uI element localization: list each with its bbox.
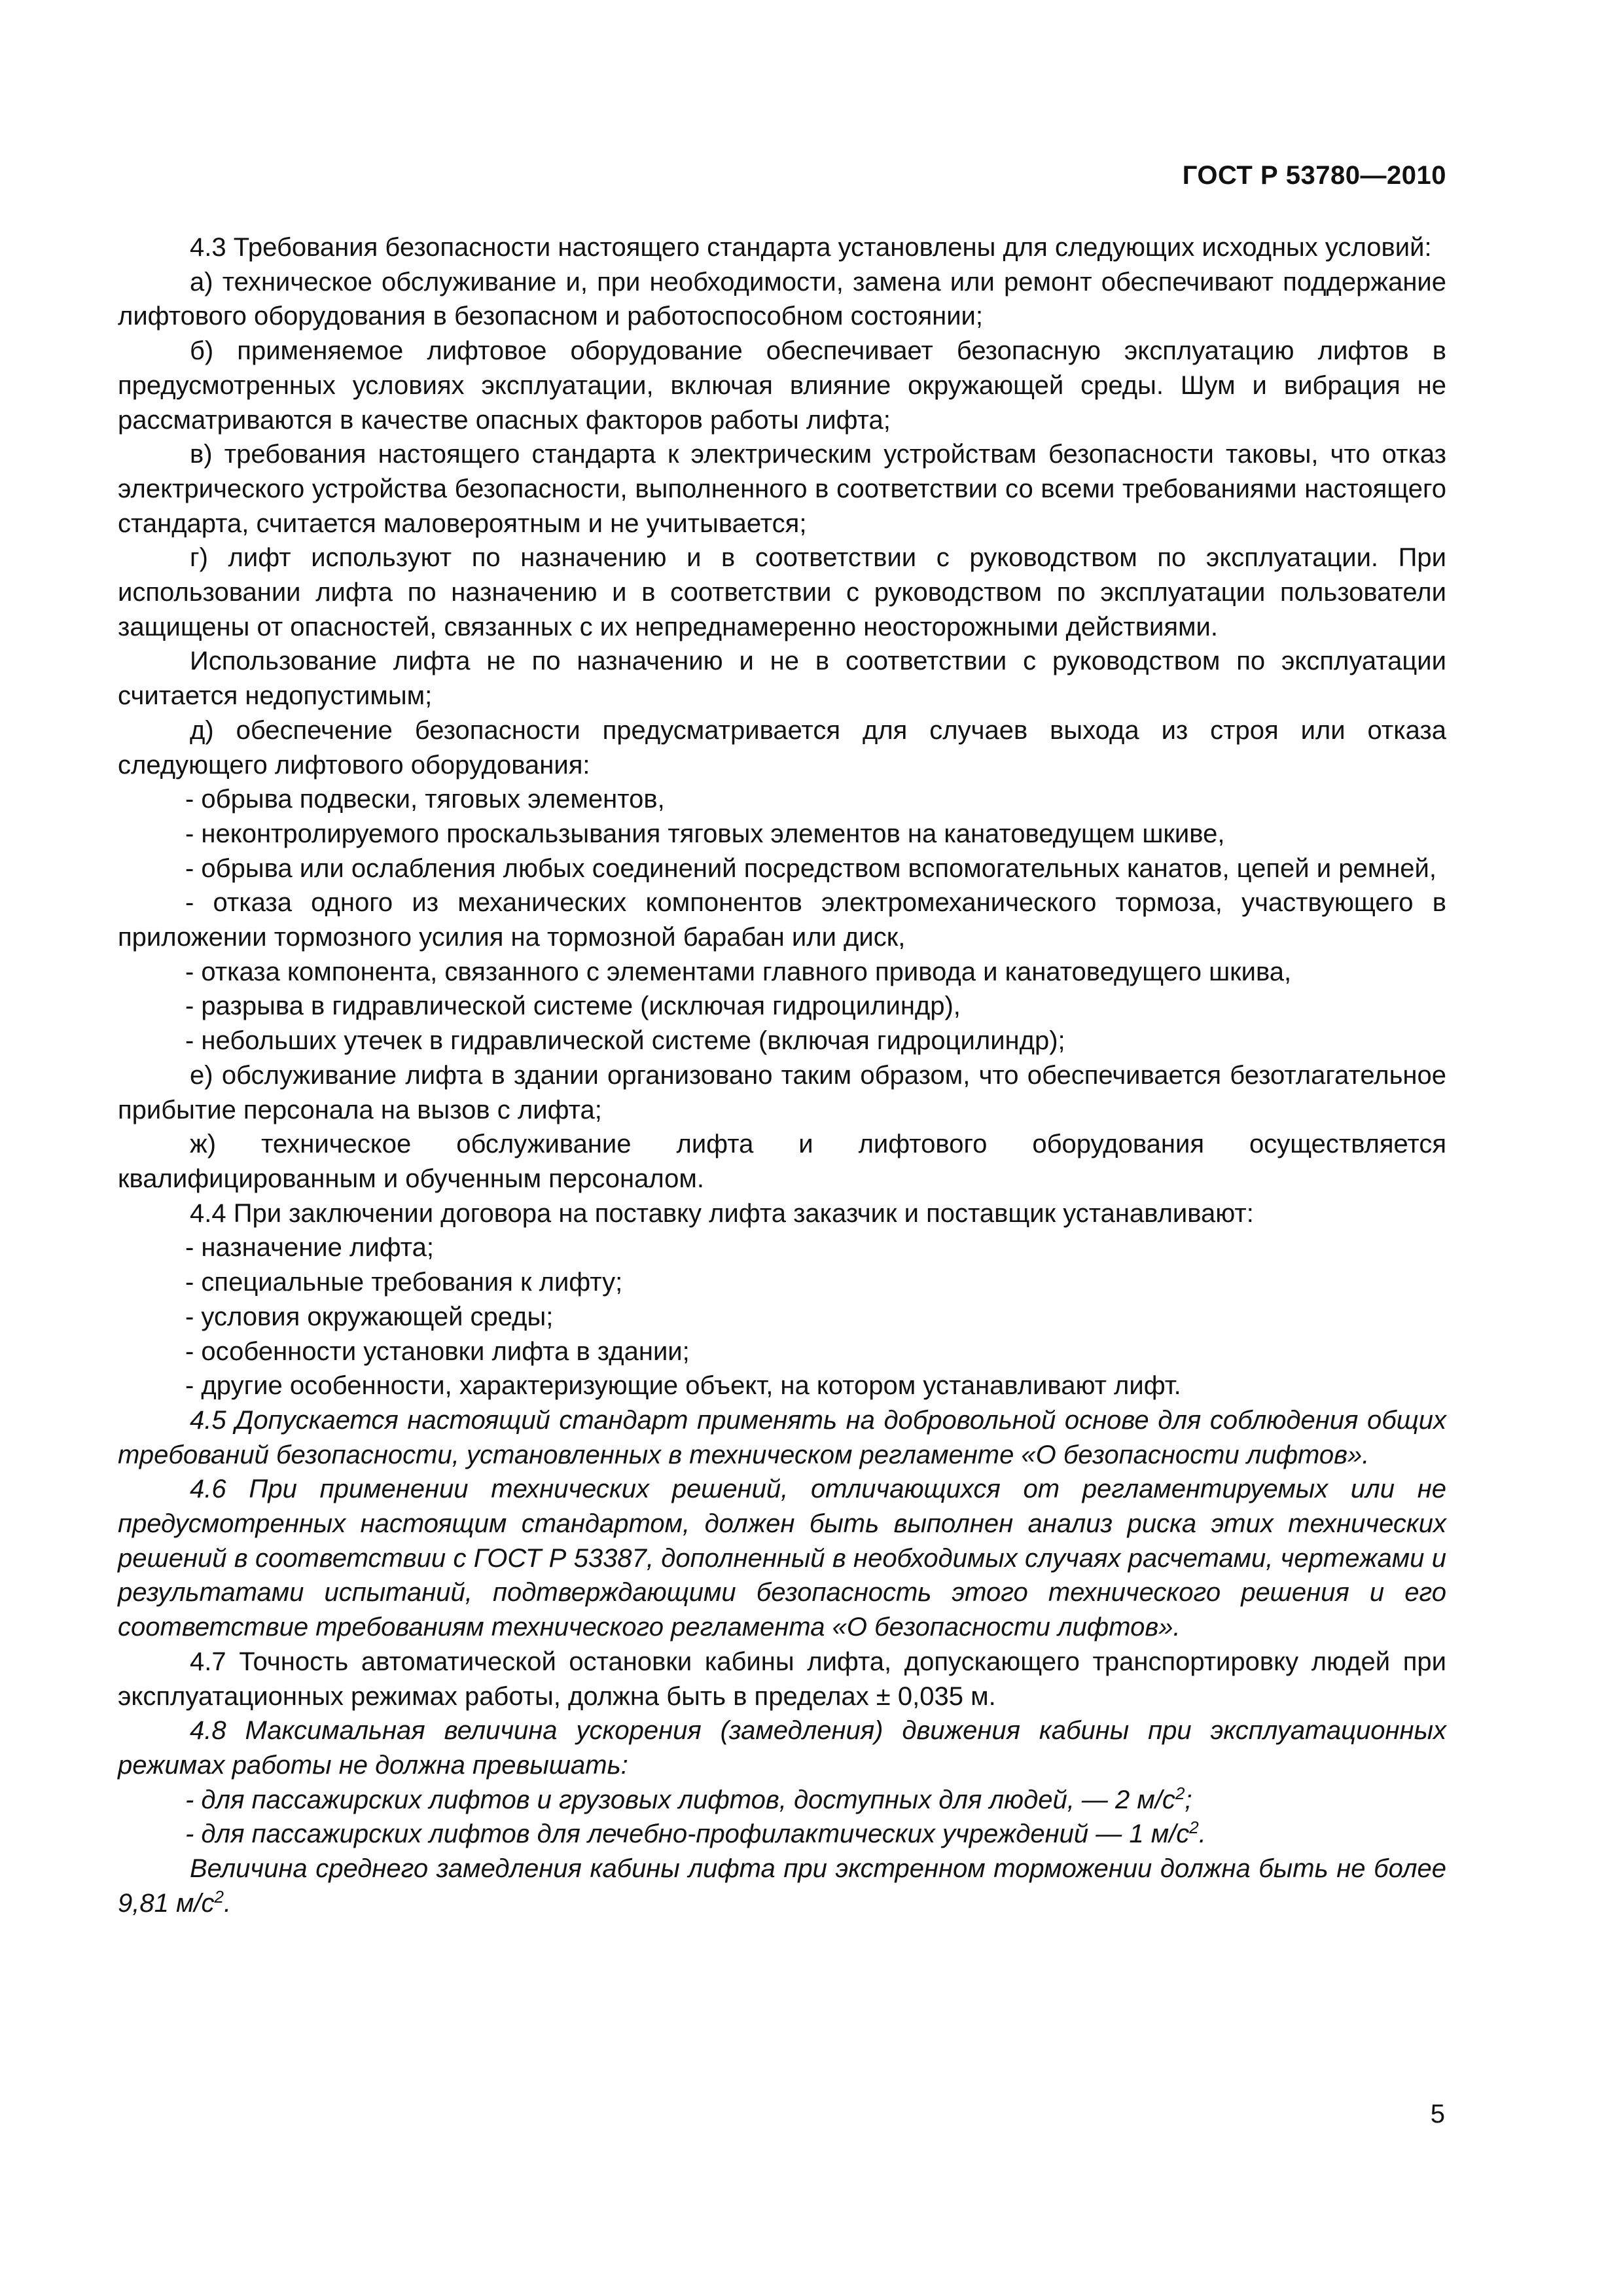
list-item-tail: ; bbox=[1185, 1785, 1192, 1814]
list-item: - особенности установки лифта в здании; bbox=[185, 1336, 690, 1366]
list-item: - условия окружающей среды; bbox=[185, 1302, 554, 1331]
list-item: - отказа компонента, связанного с элементами главного привода и канатоведущего шкива, bbox=[185, 957, 1292, 986]
paragraph-italic: 4.6 При применении технических решений, отличающихся от регламентируемых или не предусмотренных настоящим стандартом, должен быть выполнен анализ риска этих технических решений в соответствии с ГОСТ Р 53387, дополненный в необходимых случаях расчетами, чертежами и результатами испытаний, подтверждающими безопасность этого технического решения и его соответствие требованиям технического регламента «О безопасности лифтов». bbox=[118, 1475, 1446, 1642]
paragraph: ж) техническое обслуживание лифта и лифтового оборудования осуществляется квалифицированным и обученным персоналом. bbox=[118, 1130, 1446, 1193]
paragraph: 4.7 Точность автоматической остановки кабины лифта, допускающего транспортировку людей при эксплуатационных режимах работы, должна быть в пределах ± 0,035 м. bbox=[118, 1647, 1446, 1711]
paragraph: д) обеспечение безопасности предусматривается для случаев выхода из строя или отказа следующего лифтового оборудования: bbox=[118, 715, 1446, 780]
list-item: - другие особенности, характеризующие объект, на котором устанавливают лифт. bbox=[185, 1371, 1181, 1401]
paragraph: б) применяемое лифтовое оборудование обеспечивает безопасную эксплуатацию лифтов в предусмотренных условиях эксплуатации, включая влияние окружающей среды. Шум и вибрация не рассматриваются в качестве опасных факторов работы лифта; bbox=[118, 336, 1446, 435]
paragraph: а) техническое обслуживание и, при необходимости, замена или ремонт обеспечивают поддержание лифтового оборудования в безопасном и работоспособном состоянии; bbox=[118, 267, 1446, 331]
list-item-italic bbox=[118, 1783, 1446, 1818]
list-item-italic bbox=[118, 1817, 1446, 1852]
body-text bbox=[118, 230, 1446, 1920]
list-item-text: - для пассажирских лифтов и грузовых лифтов, доступных для людей, — 2 м/с bbox=[185, 1785, 1175, 1814]
list-item: - разрыва в гидравлической системе (исключая гидроцилиндр), bbox=[185, 992, 961, 1021]
paragraph: г) лифт используют по назначению и в соответствии с руководством по эксплуатации. При использовании лифта по назначению и в соответствии с руководством по эксплуатации пользователи защищены от опасностей, связанных с их непреднамеренно неосторожными действиями. bbox=[118, 543, 1446, 641]
paragraph: е) обслуживание лифта в здании организовано таким образом, что обеспечивается безотлагательное прибытие персонала на вызов с лифта; bbox=[118, 1060, 1446, 1124]
superscript: 2 bbox=[214, 1886, 224, 1907]
list-item: - специальные требования к лифту; bbox=[185, 1268, 623, 1297]
list-item: - обрыва или ослабления любых соединений посредством вспомогательных канатов, цепей и ремней, bbox=[185, 853, 1436, 883]
list-item: - обрыва подвески, тяговых элементов, bbox=[185, 785, 665, 814]
list-item: - назначение лифта; bbox=[185, 1233, 434, 1263]
list-item: - отказа одного из механических компонентов электромеханического тормоза, участвующего в приложении тормозного усилия на тормозной барабан или диск, bbox=[118, 888, 1446, 952]
paragraph: в) требования настоящего стандарта к электрическим устройствам безопасности таковы, что отказ электрического устройства безопасности, выполненного в соответствии со всеми требованиями настоящего стандарта, считается маловероятным и не учитывается; bbox=[118, 440, 1446, 538]
paragraph-italic bbox=[118, 1852, 1446, 1920]
document-standard-number: ГОСТ Р 53780—2010 bbox=[1182, 161, 1446, 190]
superscript: 2 bbox=[1175, 1783, 1185, 1803]
list-item: - небольших утечек в гидравлической системе (включая гидроцилиндр); bbox=[185, 1026, 1065, 1056]
paragraph-italic: 4.8 Максимальная величина ускорения (замедления) движения кабины при эксплуатационных режимах работы не должна превышать: bbox=[118, 1716, 1446, 1780]
list-item: - неконтролируемого проскальзывания тяговых элементов на канатоведущем шкиве, bbox=[185, 819, 1225, 848]
paragraph-tail: . bbox=[223, 1888, 232, 1918]
list-item-text: - для пассажирских лифтов для лечебно-профилактических учреждений — 1 м/с bbox=[185, 1820, 1190, 1849]
paragraph: 4.4 При заключении договора на поставку лифта заказчик и поставщик устанавливают: bbox=[190, 1198, 1254, 1228]
paragraph-italic: 4.5 Допускается настоящий стандарт применять на добровольной основе для соблюдения общих требований безопасности, установленных в техническом регламенте «О безопасности лифтов». bbox=[118, 1405, 1446, 1469]
paragraph: Использование лифта не по назначению и не в соответствии с руководством по эксплуатации считается недопустимым; bbox=[118, 647, 1446, 711]
superscript: 2 bbox=[1189, 1818, 1199, 1838]
page-number: 5 bbox=[1430, 2100, 1445, 2128]
paragraph: 4.3 Требования безопасности настоящего стандарта установлены для следующих исходных условий: bbox=[190, 233, 1432, 262]
paragraph-text: Величина среднего замедления кабины лифта при экстренном торможении должна быть не более 9,81 м/с bbox=[118, 1854, 1446, 1918]
list-item-tail: . bbox=[1198, 1820, 1206, 1849]
